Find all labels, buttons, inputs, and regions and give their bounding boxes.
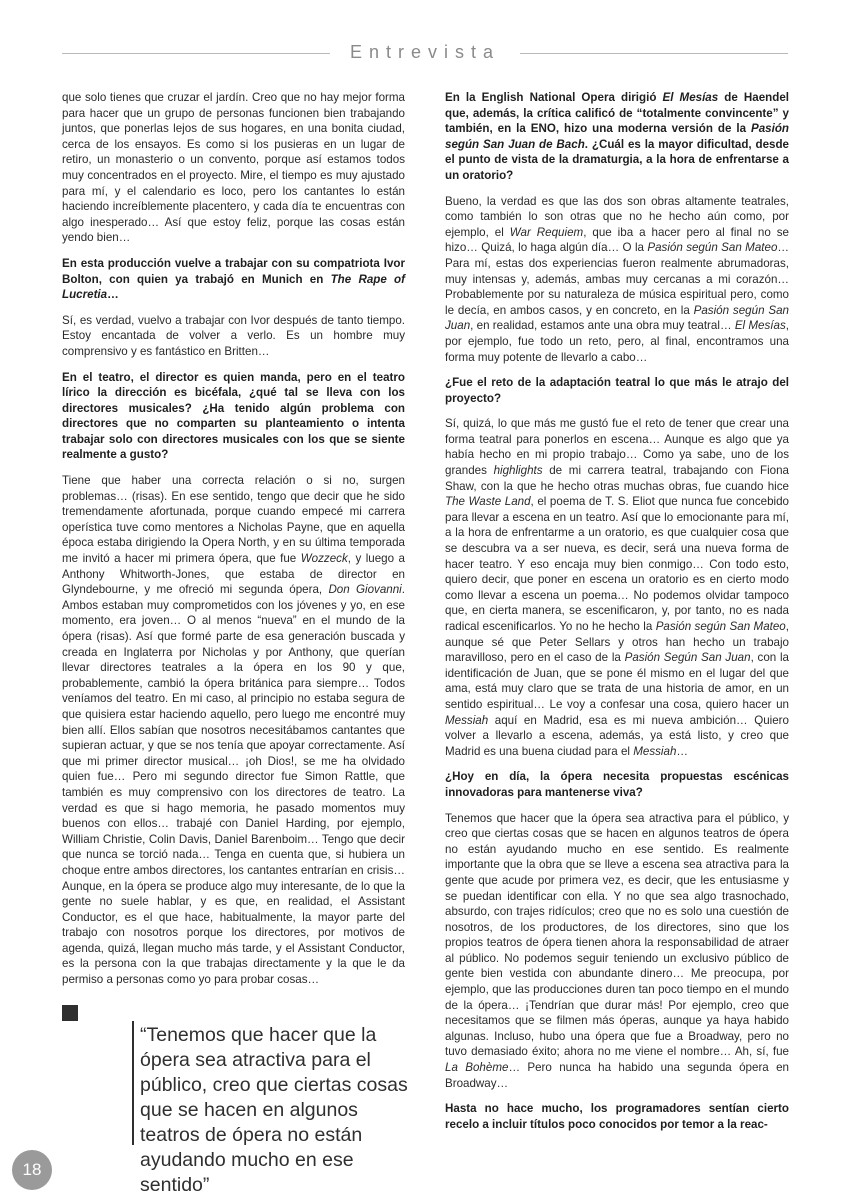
quote-square-ornament xyxy=(62,1005,78,1021)
interview-question xyxy=(445,769,789,800)
text-run: Tiene que haber una correcta relación o si no, surgen problemas… (risas). En ese sentido, tengo que decir que he sido tremendamente afortunada, porque cuando empecé mi carrera operística tuve como mentores a Nicholas Payne, que en aquella época estaba dirigiendo la Opera North, y en su última temporada me invitó a hacer mi primera ópera, que fue xyxy=(62,474,405,566)
italic-title: The Waste Land xyxy=(445,495,531,509)
text-run: … Pero nunca ha habido una segunda ópera en Broadway… xyxy=(445,1061,789,1090)
italic-title: Pasión Según San Juan xyxy=(624,651,751,665)
text-run: ¿Fue el reto de la adaptación teatral lo que más le atrajo del proyecto? xyxy=(445,376,789,405)
text-run: , y luego a Anthony Whitworth-Jones, que estaba de director en Glyndebourne, y me ofreció mi segunda ópera, xyxy=(62,552,405,597)
text-run: . ¿Cuál es la mayor dificultad, desde el punto de vista de la dramaturgia, a la hora de enfrentarse a un oratorio? xyxy=(445,137,790,182)
interview-question xyxy=(445,375,789,406)
italic-title: Messiah xyxy=(445,713,489,727)
italic-title: Pasión según San Juan xyxy=(445,303,789,333)
italic-title: La Bohème xyxy=(445,1061,509,1075)
interview-question xyxy=(62,256,405,303)
interview-question xyxy=(445,1101,789,1132)
italic-title: The Rape of Lucretia xyxy=(62,272,405,302)
text-run: … Para mí, estas dos experiencias fueron realmente abrumadoras, muy intensas y, además, ambas muy cercanas a mi corazón… Probablemente por su naturaleza de música espiritual pero, como le decía, en ambos casos, y en concreto, en la xyxy=(445,241,789,317)
article-column-right xyxy=(445,90,789,1142)
italic-title: Wozzeck xyxy=(300,552,348,566)
italic-title: El Mesías xyxy=(662,91,719,104)
text-run: aquí en Madrid, esa es mi nueva ambición… Quiero volver a llevarlo a escena, además, ya está listo, y creo que Madrid es una buena ciudad para el xyxy=(445,713,789,758)
text-run: En la English National Opera dirigió xyxy=(445,91,663,104)
interview-answer xyxy=(445,416,789,759)
text-run: , por ejemplo, fue todo un reto, pero, al final, encontramos una forma muy potente de llevarlo a cabo… xyxy=(445,319,789,364)
pull-quote xyxy=(62,1005,408,1196)
text-run: , aunque sé que Peter Sellars y otros han hecho un trabajo maravilloso, pero en el caso de la xyxy=(445,620,789,665)
text-run: de mi carrera teatral, trabajando con Fiona Shaw, con la que he hecho otras muchas obras, fue cuando hice xyxy=(445,464,789,493)
article-column-left xyxy=(62,90,405,998)
interview-answer xyxy=(62,473,405,988)
text-run: … xyxy=(676,744,688,758)
interview-answer xyxy=(445,194,789,366)
interview-question xyxy=(445,90,789,184)
text-run: Sí, quizá, lo que más me gustó fue el reto de tener que crear una forma teatral para ponerlos en escena… Aunque es algo que ya había hecho en mi propio trabajo… Como ya sabe, uno de los grandes xyxy=(445,417,789,478)
italic-title: Pasión según San Mateo xyxy=(647,241,778,255)
text-run: Sí, es verdad, vuelvo a trabajar con Ivor después de tanto tiempo. Estoy encantada de volver a verlo. Es un hombre muy comprensivo y es fantástico en Britten… xyxy=(62,313,405,358)
text-run: , que iba a hacer pero al final no se hizo… Quizá, lo haga algún día… O la xyxy=(445,225,789,255)
text-run: Hasta no hace mucho, los programadores sentían cierto recelo a incluir títulos poco conocidos por temor a la reac- xyxy=(445,1102,789,1131)
italic-title: Messiah xyxy=(633,744,677,758)
interview-answer xyxy=(445,811,789,1092)
italic-title: El Mesías xyxy=(734,319,786,333)
text-run: ¿Hoy en día, la ópera necesita propuestas escénicas innovadoras para mantenerse viva? xyxy=(445,770,789,799)
interview-answer xyxy=(62,313,405,360)
italic-title: highlights xyxy=(493,464,543,478)
text-run: , el poema de T. S. Eliot que nunca fue concebido para llevar a escena en un teatro. Así que lo emocionante para mí, a la hora de enfrentarme a un oratorio, es que cualquier cosa que se descubra va a ser nueva, es decir, será una nueva forma de hacer teatro. Y eso encaja muy bien conmigo… Con todo esto, quiero decir, que poner en escena un oratorio es en cierto modo como llevar a escena un poema… No podemos olvidar tampoco que, en cierta manera, se escenificaron, y, por tanto, no es nada radical escenificarlos. Yo no he hecho la xyxy=(445,495,789,633)
page-number-badge: 18 xyxy=(12,1150,52,1190)
header-rule-right xyxy=(520,53,788,54)
text-run: … xyxy=(107,288,119,302)
text-run: En el teatro, el director es quien manda, pero en el teatro lírico la dirección es bicéfala, ¿qué tal se lleva con los directores musicales? ¿Ha tenido algún problema con directores que no comparten su planteamiento o intenta trabajar solo con directores musicales con los que se siente realmente a gusto? xyxy=(62,370,405,462)
text-run: En esta producción vuelve a trabajar con su compatriota Ivor Bolton, con quien ya trabajó en Munich en xyxy=(62,256,405,286)
italic-title: Pasión según San Mateo xyxy=(655,620,786,633)
interview-answer xyxy=(62,90,405,246)
interview-question xyxy=(62,370,405,464)
quote-bar-ornament xyxy=(132,1021,134,1145)
text-run: , en realidad, estamos ante una obra muy teatral… xyxy=(470,319,735,333)
section-title: Entrevista xyxy=(349,42,501,62)
italic-title: War Requiem xyxy=(509,225,584,239)
text-run: , con la identificación de Juan, que se pone él mismo en el lugar del que ama, está muy claro que se trata de una historia de amor, en un sentido espiritual… Le voy a confesar una cosa, quiero hacer un xyxy=(445,651,789,711)
italic-title: Pasión según San Juan de Bach xyxy=(445,122,789,151)
italic-title: Don Giovanni xyxy=(328,583,402,597)
header-rule-left xyxy=(62,53,330,54)
text-run: Bueno, la verdad es que las dos son obras altamente teatrales, como también lo son otras que no he hecho aún como, por ejemplo, el xyxy=(445,194,789,239)
pull-quote-text: “Tenemos que hacer que la ópera sea atractiva para el público, creo que ciertas cosas que se hacen en algunos teatros de ópera no están ayudando mucho en ese sentido” xyxy=(140,1024,408,1196)
text-run: . Ambos estaban muy comprometidos con los jóvenes y yo, en ese momento, era joven… O al menos “nueva” en el mundo de la ópera (risas). Así que formé parte de esa generación buscada y creada en Inglaterra por Nicholas y por Anthony, que querían llevar directores teatrales a la ópera en los 90 y que, probablemente, cambió la ópera británica para siempre… Todos veníamos del teatro. En mi caso, al principio no estaba segura de que quisiera estar haciendo aquello, pero luego me encontré muy bien allí. Ellos sabían que nosotros necesitábamos cantantes que supieran actuar, y que se nos tenía que apoyar correctamente. Así que mi primer director musical… ¡oh Dios!, se me ha olvidado quien fue… Pero mi segundo director fue Simon Rattle, que también es muy comprensivo con los directores de teatro. La verdad es que si hago memoria, he pasado momentos muy buenos con ellos… trabajé con Daniel Harding, por ejemplo, William Christie, Colin Davis, Daniel Barenboim… Tengo que decir que nunca se torció nada… Tenga en cuenta que, si hubiera un choque entre ambos directores, los cantantes entrarían en crisis… Aunque, en la ópera se produce algo muy interesante, de lo que la gente no suele hablar, y es que, en realidad, el Assistant Conductor, es el que hace, habitualmente, la mayor parte del trabajo con nosotros porque los directores, por motivos de agenda, quizá, llegan mucho más tarde, y el Assistant Conductor, es la persona con la que trabajas directamente y la que le da permiso a personas como yo para probar cosas… xyxy=(62,583,405,987)
text-run: que solo tienes que cruzar el jardín. Creo que no hay mejor forma para hacer que un grupo de personas funcionen bien trabajando juntos, que ponerlas lejos de sus hogares, en una bonita ciudad, cerca de los ensayos. Es como si los pusieras en un lugar de retiro, un monasterio o un convento, porque así estamos todos muy concentrados en el proyecto. Mire, el tiempo es muy ajustado para mí, y el calendario es loco, pero los cantantes lo están haciendo increíblemente placentero, y cada día te encuentras con algo inesperado… Así que estoy feliz, porque las cosas están yendo bien… xyxy=(62,91,405,245)
text-run: Tenemos que hacer que la ópera sea atractiva para el público, y creo que ciertas cosas que se hacen en algunos teatros de ópera no están ayudando mucho en ese sentido. Es realmente importante que la obra que se lleve a escena sea atractiva para la gente que acude por primera vez, es decir, que les entusiasme y se puedan identificar con ella. Y no que sea algo trasnochado, absurdo, con trajes ridículos; creo que no es solo una cuestión de nosotros, de los productores, de los directores, sino que los propios teatros de ópera tienen ahora la responsabilidad de atraer al público. No podemos seguir teniendo un exclusivo público de gente bien vestida con abundante dinero… Me preocupa, por ejemplo, que las producciones duren tan poco tiempo en el mundo de la ópera… ¡Tendrían que durar más! Por ejemplo, creo que necesitamos que se filmen más óperas, aunque ya haya habido algunas. Incluso, hubo una ópera que fue a Broadway, pero no tuvo demasiado éxito; ahora no me viene el nombre… Ah, sí, fue xyxy=(445,811,789,1059)
text-run: de Haendel que, además, la crítica calificó de “totalmente convincente” y también, en la ENO, hizo una moderna versión de la xyxy=(445,91,790,136)
